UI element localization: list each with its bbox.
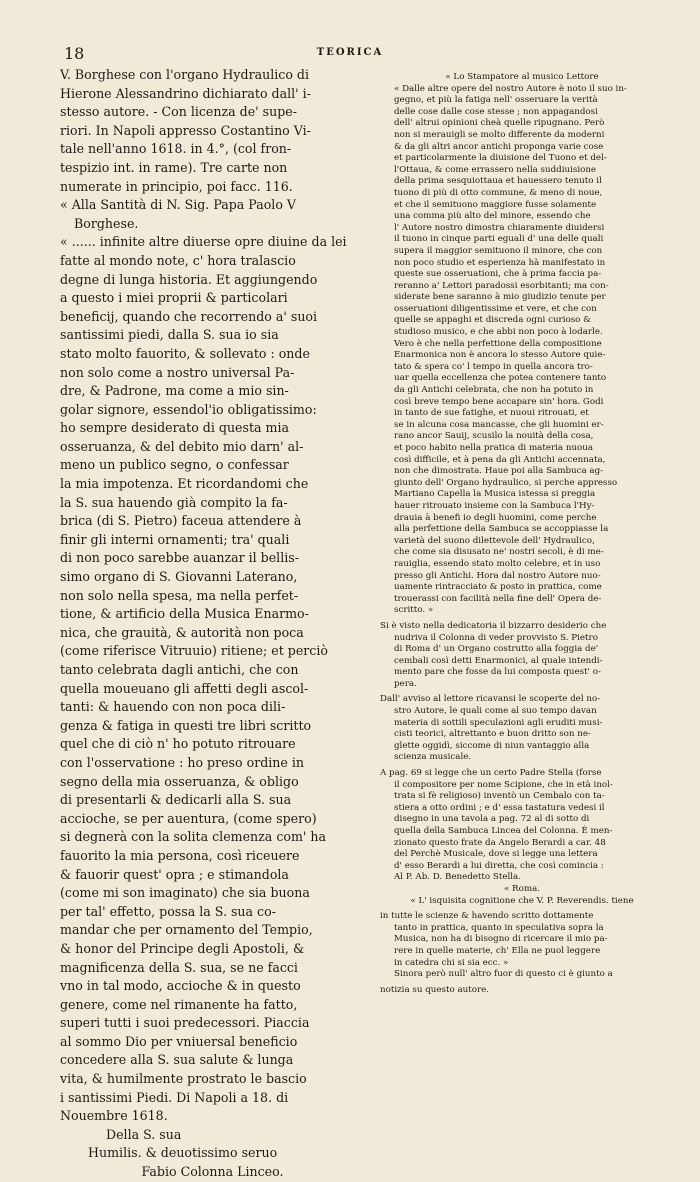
- left-text-line: tale nell'anno 1618. in 4.°, (col fron-: [60, 141, 292, 157]
- right-text-line: giunto dell' Organo hydraulico, si perche appresso: [394, 477, 618, 488]
- right-text-line: glette oggidì, siccome di niun vantaggio alla: [394, 740, 590, 751]
- right-text-line: & da gli altri ancor antichi proponga varie cose: [394, 141, 604, 152]
- right-text-line: stro Autore, le quali come al suo tempo davan: [394, 706, 597, 717]
- right-text-line: presso gli Antichi. Hora dal nostro Autore nuo-: [394, 570, 601, 581]
- right-column-text: [380, 72, 664, 996]
- right-text-line: materia di sottili speculazioni agli eruditi musi-: [394, 717, 603, 728]
- signature-line: Della S. sua: [106, 1126, 182, 1142]
- right-text-line: tuono di più di otto commune, & meno di noue,: [394, 187, 603, 198]
- right-text-line: « L' isquisita cognitione che V. P. Reverendis. tiene: [410, 895, 634, 906]
- right-text-line: l' Autore nostro dimostra chiaramente diuidersi: [394, 222, 605, 233]
- right-text-line: « Lo Stampatore al musico Lettore: [445, 72, 599, 82]
- page-number: 18: [64, 44, 85, 63]
- right-text-line: quelle se appaghi et discreda ogni curioso &: [394, 315, 591, 326]
- left-text-line: stesso autore. - Con licenza de' supe-: [60, 104, 297, 120]
- left-text-line: degne di lunga historia. Et aggiungendo: [60, 271, 318, 287]
- right-text-line: pera.: [394, 678, 417, 689]
- left-text-line: brica (di S. Pietro) faceua attendere à: [60, 513, 302, 529]
- left-text-line: al sommo Dio per vniuersal beneficio: [60, 1033, 298, 1049]
- right-text-line: trata si fè religioso) inventò un Cembalo con ta-: [394, 791, 605, 802]
- left-text-line: i santissimi Piedi. Di Napoli a 18. di: [60, 1089, 289, 1105]
- right-text-line: Martiano Capella la Musica istessa si preggia: [394, 489, 596, 500]
- left-text-line: la mia impotenza. Et ricordandomi che: [60, 476, 309, 492]
- right-text-line: tanto in prattica, quanto in speculativa sopra la: [394, 922, 604, 933]
- right-text-line: delle cose dalle cose stesse ; non appagandosi: [394, 106, 598, 117]
- right-text-line: Si è visto nella dedicatoria il bizzarro desiderio che: [380, 620, 607, 631]
- left-text-line: vita, & humilmente prostrato le bascio: [60, 1071, 307, 1087]
- right-text-line: notizia su questo autore.: [380, 984, 489, 995]
- right-text-line: non che dimostrata. Haue poi alla Sambuca ag-: [394, 466, 604, 477]
- left-text-line: fauorito la mia persona, così riceuere: [60, 847, 300, 863]
- right-text-line: et particolarmente la diuisione del Tuono et del-: [394, 153, 607, 164]
- left-text-line: santissimi piedi, dalla S. sua io sia: [60, 327, 279, 343]
- right-text-line: l'Ottaua, & come errassero nella suddiuisione: [394, 164, 597, 175]
- right-text-line: del Perchè Musicale, dove si legge una lettera: [394, 849, 598, 860]
- right-text-line: et poco habito nella pratica di materia nuoua: [394, 443, 594, 453]
- right-text-line: studioso musico, e che abbi non poco à lodarle.: [394, 327, 603, 338]
- left-text-line: nica, che grauità, & autorità non poca: [60, 624, 304, 640]
- right-text-line: il tuono in cinque parti eguali d' una delle quali: [394, 234, 604, 245]
- right-text-line: queste sue osseruationi, che à prima faccia pa-: [394, 269, 602, 280]
- right-text-line: disegno in una tavola a pag. 72 al di sotto di: [394, 814, 590, 825]
- right-text-line: non poco studio et esperienza hà manifestato in: [394, 257, 606, 268]
- left-text-line: segno della mia osseruanza, & obligo: [60, 773, 299, 789]
- left-text-line: genere, come nel rimanente ha fatto,: [60, 996, 298, 1012]
- left-text-line: quel che di ciò n' ho potuto ritrouare: [60, 736, 296, 752]
- right-text-line: scienza musicale.: [394, 752, 472, 763]
- right-text-line: dell' altrui opinioni cheà quelle ripugnano. Però: [394, 118, 605, 129]
- left-text-line: superi tutti i suoi predecessori. Piaccia: [60, 1015, 310, 1031]
- left-text-line: riori. In Napoli appresso Costantino Vi-: [60, 122, 311, 138]
- right-text-line: reranno a' Lettori paradossi esorbitanti; ma con-: [394, 280, 609, 291]
- right-text-line: tato & spera co' l tempo in quella ancora tro-: [394, 361, 593, 372]
- left-text-line: tanti: & hauendo con non poca dili-: [60, 699, 286, 715]
- left-text-line: tione, & artificio della Musica Enarmo-: [60, 606, 309, 622]
- left-text-line: tespizio int. in rame). Tre carte non: [60, 159, 288, 175]
- right-text-line: alla perfettione della Sambuca se accoppiasse la: [394, 524, 609, 535]
- right-text-line: zionato questo frate da Angelo Berardi a car. 48: [394, 837, 606, 848]
- left-text-line: non solo nella spesa, ma nella perfet-: [60, 587, 299, 603]
- left-text-line: con l'osservatione : ho preso ordine in: [60, 754, 305, 770]
- right-text-line: A pag. 69 si legge che un certo Padre Stella (forse: [380, 768, 602, 779]
- right-text-line: uamente rintracciato & posto in prattica, come: [394, 582, 602, 593]
- left-text-line: di presentarli & dedicarli alla S. sua: [60, 792, 292, 808]
- right-text-line: Enarmonica non è ancora lo stesso Autore quie-: [394, 350, 606, 361]
- left-text-line: vno in tal modo, accioche & in questo: [60, 978, 301, 994]
- left-text-line: (come riferisce Vitruuio) ritiene; et perciò: [60, 643, 328, 659]
- right-text-line: rano ancor Sauij, scusilo la nouità della cosa,: [394, 431, 594, 442]
- left-text-line: « ...... infinite altre diuerse opre diuine da lei: [60, 234, 347, 250]
- left-text-line: « Alla Santità di N. Sig. Papa Paolo V: [60, 197, 297, 213]
- right-text-line: rauiglia, essendo stato molto celebre, et in uso: [394, 558, 601, 569]
- right-text-line: Al P. Ab. D. Benedetto Stella.: [394, 872, 521, 883]
- left-text-line: non solo come a nostro universal Pa-: [60, 364, 295, 380]
- running-title: TEORICA: [316, 47, 384, 58]
- right-text-line: Musica, non ha di bisogno di ricercare il mio pa-: [394, 934, 608, 945]
- left-text-line: finir gli interni ornamenti; tra' quali: [60, 531, 290, 547]
- right-text-line: il compositore per nome Scipione, che in età inol-: [394, 779, 613, 790]
- left-text-line: numerate in principio, poi facc. 116.: [60, 178, 293, 194]
- right-text-line: gegno, et più la fatiga nell' osseruare la verità: [394, 95, 598, 106]
- right-text-line: d' esso Berardi a lui diretta, che così comincia :: [394, 860, 604, 871]
- left-column-text: [60, 66, 365, 1182]
- page-header: [0, 44, 700, 68]
- right-text-line: « Roma.: [503, 883, 541, 894]
- left-text-line: concedere alla S. sua salute & lunga: [60, 1052, 294, 1068]
- right-text-line: « Dalle altre opere del nostro Autore è noto il suo in-: [394, 83, 627, 94]
- right-text-line: così breve tempo bene accapare sin' hora. Godi: [394, 396, 604, 407]
- right-text-line: se in alcuna cosa mancasse, che gli huomini er-: [394, 419, 604, 430]
- right-text-line: che come sia disusato ne' nostri secoli, è di me-: [394, 547, 604, 558]
- right-text-line: nudriva il Colonna di veder provvisto S. Pietro: [394, 632, 598, 643]
- right-text-line: della prima sesquiottaua et hauessero tenuto il: [394, 176, 602, 187]
- left-text-line: magnificenza della S. sua, se ne facci: [60, 959, 298, 975]
- left-text-line: simo organo di S. Giovanni Laterano,: [60, 569, 298, 585]
- right-text-line: mento pare che fosse da lui composta quest' o-: [394, 667, 601, 678]
- right-text-line: da gli Antichi celebrata, che non ha potuto in: [394, 385, 594, 396]
- right-text-line: in catedra chi si sia ecc. »: [394, 957, 509, 968]
- left-text-line: meno un publico segno, o confessar: [60, 457, 289, 473]
- right-text-line: hauer ritrouato insieme con la Sambuca l'Hy-: [394, 500, 595, 511]
- right-text-line: scritto. »: [394, 605, 434, 616]
- left-text-line: mandar che per ornamento del Tempio,: [60, 922, 313, 938]
- left-text-line: genza & fatiga in questi tre libri scritto: [60, 717, 312, 733]
- left-text-line: tanto celebrata dagli antichi, che con: [60, 662, 299, 677]
- right-text-line: et che il semituono maggiore fusse solamente: [394, 199, 597, 210]
- right-text-line: siderate bene saranno à mio giudizio tenute per: [394, 292, 606, 303]
- left-text-line: accioche, se per auentura, (come spero): [60, 810, 317, 826]
- left-text-line: Hierone Alessandrino dichiarato dall' i-: [60, 85, 311, 101]
- right-text-line: trouerassi con facilità nella fine dell' Opera de-: [394, 593, 602, 604]
- right-text-line: uar quella eccellenza che potea contenere tanto: [394, 373, 607, 384]
- right-text-line: Vero è che nella perfettione della compositione: [394, 338, 602, 349]
- left-text-line: golar signore, essendol'io obligatissimo:: [60, 401, 317, 417]
- left-text-line: la S. sua hauendo già compito la fa-: [60, 494, 288, 510]
- left-text-line: di non poco sarebbe auanzar il bellis-: [60, 550, 299, 566]
- left-text-line: (come mi son imaginato) che sia buona: [60, 885, 310, 901]
- left-text-line: dre, & Padrone, ma come a mio sin-: [60, 383, 289, 399]
- right-text-line: non si merauigli se molto differente da moderni: [394, 129, 605, 140]
- left-text-line: Borghese.: [74, 215, 139, 231]
- left-text-line: stato molto fauorito, & sollevato : onde: [60, 345, 310, 361]
- right-text-line: di Roma d' un Organo costrutto alla foggia de': [394, 644, 599, 655]
- right-text-line: rere in quelle materie, ch' Ella ne puol leggere: [394, 945, 601, 956]
- left-text-line: osseruanza, & del debito mio darn' al-: [60, 438, 304, 454]
- signature-line: Fabio Colonna Linceo.: [141, 1164, 284, 1180]
- right-text-line: drauia à benefi io degli huomini, come perche: [394, 512, 597, 523]
- right-text-line: Dall' avviso al lettore ricavansi le scoperte del no-: [380, 694, 601, 705]
- signature-line: Humilis. & deuotissimo seruo: [88, 1145, 278, 1161]
- left-text-line: V. Borghese con l'organo Hydraulico di: [60, 67, 309, 82]
- left-text-line: fatte al mondo note, c' hora tralascio: [60, 252, 296, 268]
- right-text-line: in tanto de sue fatighe, et nuoui ritrouati, et: [394, 408, 589, 419]
- right-text-line: supera il maggior semituono il minore, che con: [394, 245, 603, 256]
- left-text-line: si degnerà con la solita clemenza com' ha: [60, 829, 326, 845]
- right-text-line: varietà del suono dilettevole dell' Hydraulico,: [394, 535, 595, 546]
- right-text-line: cisti teorici, altrettanto e buon dritto son ne-: [394, 729, 591, 740]
- right-text-line: Sinora però null' altro fuor di questo ci è giunto a: [394, 969, 613, 980]
- left-text-line: ho sempre desiderato di questa mia: [60, 420, 290, 436]
- right-text-line: in tutte le scienze & havendo scritto dottamente: [380, 911, 594, 922]
- right-text-line: stiera a otto ordini ; e d' essa tastatura vedesi il: [394, 802, 605, 813]
- right-text-line: osseruationi diligentissime et vere, et che con: [394, 303, 597, 314]
- left-text-line: per tal' effetto, possa la S. sua co-: [60, 903, 276, 919]
- left-text-line: & fauorir quest' opra ; e stimandola: [60, 866, 289, 882]
- right-text-line: così difficile, et à pena da gli Antichi accennata,: [394, 454, 606, 465]
- left-text-line: beneficij, quando che recorrendo a' suoi: [60, 308, 318, 324]
- left-text-line: a questo i miei proprii & particolari: [60, 290, 288, 306]
- left-text-line: & honor del Principe degli Apostoli, &: [60, 940, 305, 956]
- left-text-line: Nouembre 1618.: [60, 1108, 168, 1124]
- left-text-line: quella moueuano gli affetti degli ascol-: [60, 680, 309, 696]
- right-text-line: una comma più alto del minore, essendo che: [394, 211, 591, 222]
- right-text-line: cembali così detti Enarmonici, al quale intendi-: [394, 655, 603, 666]
- right-text-line: quella della Sambuca Lincea del Colonna. È men-: [394, 826, 613, 836]
